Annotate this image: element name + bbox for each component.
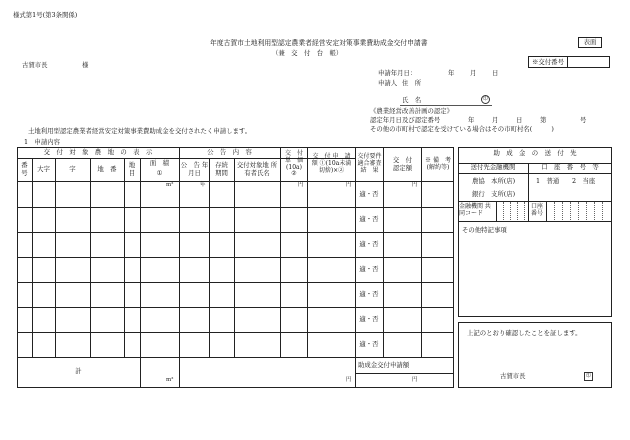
intro-text: 土地利用型認定農業者経営安定対策事業費助成金を交付されたく申請します。 xyxy=(28,127,252,135)
branch-label: 支所(店) xyxy=(491,190,516,198)
section-label: 1 申請内容 xyxy=(24,138,61,146)
front-side-label: 表面 xyxy=(578,37,602,48)
other-municipality-note: その他の市町村で認定を受けている場合はその市町村名( ) xyxy=(370,125,554,133)
form-title: 年度古賀市土地利用型認定農業者経営安定対策事業費助成金交付申請書 xyxy=(210,39,428,47)
col-transferor: 交付対象地 所有者氏名 xyxy=(236,161,278,177)
grant-total-label: 助成金交付申請額 xyxy=(358,361,410,369)
col-area-num: ① xyxy=(156,169,163,178)
row-status[interactable]: 適・否 xyxy=(359,215,379,224)
row-status[interactable]: 適・否 xyxy=(359,340,379,349)
bank-code-label: 金融機関 共同コード xyxy=(459,203,491,217)
mayor-seal-icon: 印 xyxy=(584,372,593,381)
cert-day: 日 xyxy=(516,116,523,124)
bank-label: 銀行 xyxy=(472,190,485,198)
honorific: 様 xyxy=(82,61,89,69)
grant-total-unit: 円 xyxy=(412,377,418,383)
total-yen-unit: 円 xyxy=(346,377,352,383)
col-remarks: ※ 備 考 (解約等) xyxy=(425,156,451,171)
transfer-title: 助 成 金 の 送 付 先 xyxy=(493,149,577,158)
name-label: 氏 名 xyxy=(402,96,422,104)
unit-yen-decision: 円 xyxy=(412,182,418,188)
application-table xyxy=(17,147,454,388)
total-label: 計 xyxy=(75,367,82,376)
confirm-text: 上記のとおり確認したことを証します。 xyxy=(467,329,582,337)
col-chiban: 地 番 xyxy=(97,164,117,173)
unit-yen-amount: 円 xyxy=(346,182,352,188)
cert-month: 月 xyxy=(492,116,499,124)
group-notice-header: 公 告 内 容 xyxy=(207,148,252,157)
grant-number-box[interactable] xyxy=(528,56,610,68)
cert-no-prefix: 第 xyxy=(540,116,547,124)
col-decision: 交 付 認定額 xyxy=(392,156,413,172)
unit-year: 年 xyxy=(200,182,206,188)
row-status[interactable]: 適・否 xyxy=(359,265,379,274)
addressee: 古賀市長 xyxy=(22,61,48,69)
date-month: 月 xyxy=(470,69,477,77)
applicant-seal-icon: 印 xyxy=(481,95,490,104)
confirm-mayor: 古賀市長 xyxy=(500,372,526,380)
row-status[interactable]: 適・否 xyxy=(359,240,379,249)
unit-area: m² xyxy=(166,182,174,188)
form-subtitle: （兼 交 付 台 帳） xyxy=(272,49,343,57)
account-label: 口 座 番 号 等 xyxy=(541,163,599,172)
col-unit-price: 交 付 単 価 (10a) ② xyxy=(284,149,303,178)
grant-number-label: ※交付番号 xyxy=(529,57,568,67)
application-date-label: 申請年月日： xyxy=(378,69,417,77)
account-no-label: 口座 番号 xyxy=(530,203,543,217)
col-oaza: 大字 xyxy=(37,164,50,173)
address-label: 住 所 xyxy=(402,79,422,87)
dest-bank-label: 送付先金融機関 xyxy=(470,163,516,172)
agri-coop-label: 農協 xyxy=(472,177,485,185)
date-day: 日 xyxy=(492,69,499,77)
head-office-label: 本所(店) xyxy=(491,177,516,185)
col-aza: 字 xyxy=(69,164,76,173)
col-eligibility: 交付要件 適合審査 結 果 xyxy=(357,153,382,174)
name-underline xyxy=(400,105,492,106)
cert-date-label: 認定年月日及び認定番号 xyxy=(370,116,441,124)
row-status[interactable]: 適・否 xyxy=(359,190,379,199)
cert-no-suffix: 号 xyxy=(580,116,587,124)
plan-certification-label: 《農業経営改善計画の認定》 xyxy=(370,107,454,115)
form-number: 様式第1号(第3条関係) xyxy=(13,11,78,19)
cert-year: 年 xyxy=(468,116,475,124)
unit-yen-price: 円 xyxy=(298,182,304,188)
total-area-unit: m² xyxy=(166,377,174,383)
col-area: 面 積 xyxy=(149,159,170,168)
applicant-label: 申請人 xyxy=(378,79,398,87)
group-land-header: 交 付 対 象 農 地 の 表 示 xyxy=(43,148,153,157)
date-year: 年 xyxy=(448,69,455,77)
account-type[interactable]: 1 普通 2 当座 xyxy=(536,177,596,185)
col-chimoku: 地目 xyxy=(128,161,136,177)
col-period: 存続 期間 xyxy=(215,161,228,177)
row-status[interactable]: 適・否 xyxy=(359,290,379,299)
col-notice-date: 公 告 年月日 xyxy=(180,161,209,177)
col-amount: 交 付 申 請 額 ①(10a未満 切捨)×② xyxy=(311,153,352,174)
row-status[interactable]: 適・否 xyxy=(359,315,379,324)
other-notes-label: その他特記事項 xyxy=(462,226,507,234)
col-number: 番号 xyxy=(21,161,28,177)
